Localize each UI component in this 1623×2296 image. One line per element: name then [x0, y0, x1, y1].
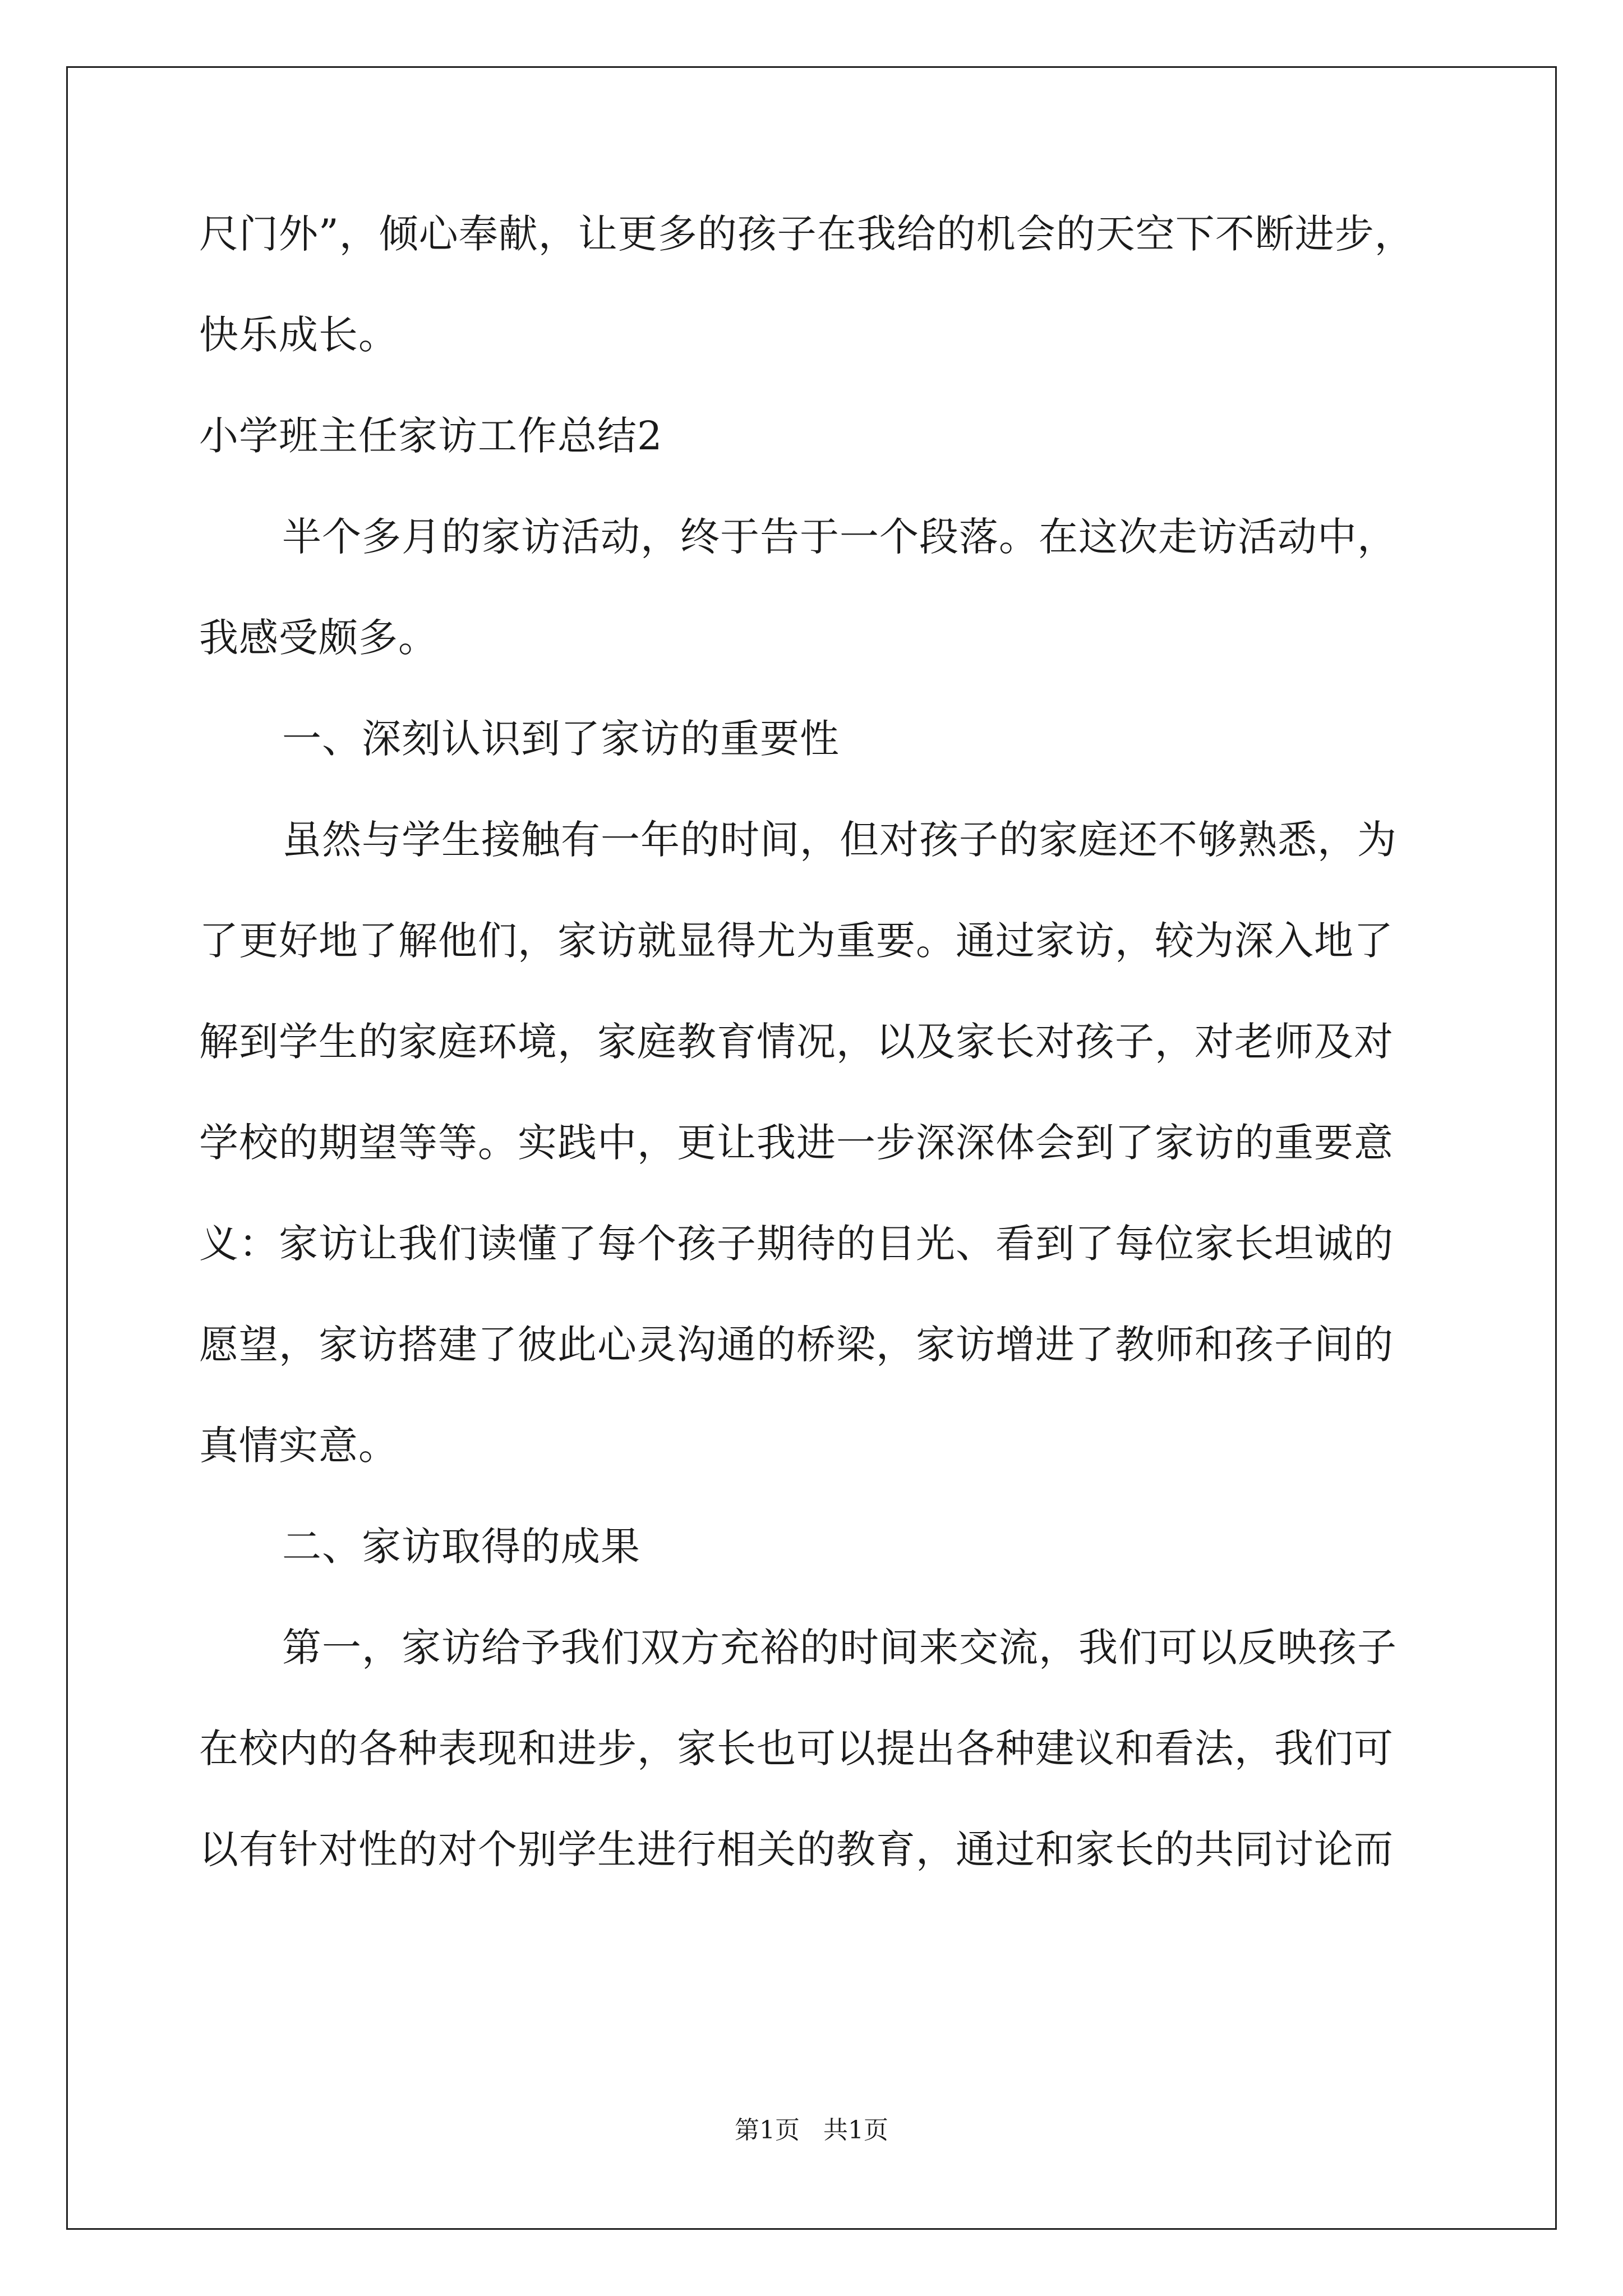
- text-line: 解到学生的家庭环境，家庭教育情况，以及家长对孩子，对老师及对: [199, 1019, 1394, 1065]
- subheading: 一、深刻认识到了家访的重要性: [282, 716, 840, 762]
- text-line: 了更好地了解他们，家访就显得尤为重要。通过家访，较为深入地了: [199, 918, 1394, 964]
- text-line: 半个多月的家访活动，终于告于一个段落。在这次走访活动中，: [282, 514, 1397, 560]
- page-number-footer: 第1页 共1页: [735, 2116, 888, 2145]
- text-line: 我感受颇多。: [199, 615, 438, 661]
- text-line: 真情实意。: [199, 1423, 398, 1469]
- section-title: 小学班主任家访工作总结2: [199, 413, 663, 459]
- text-line: 学校的期望等等。实践中，更让我进一步深深体会到了家访的重要意: [199, 1120, 1394, 1166]
- text-line: 尺门外”，倾心奉献，让更多的孩子在我给的机会的天空下不断进步，: [199, 211, 1414, 257]
- text-line: 义：家访让我们读懂了每个孩子期待的目光、看到了每位家长坦诚的: [199, 1221, 1394, 1267]
- text-line: 快乐成长。: [199, 312, 398, 358]
- subheading: 二、家访取得的成果: [282, 1524, 640, 1570]
- text-line: 以有针对性的对个别学生进行相关的教育，通过和家长的共同讨论而: [199, 1826, 1394, 1872]
- text-line: 愿望，家访搭建了彼此心灵沟通的桥梁，家访增进了教师和孩子间的: [199, 1322, 1394, 1368]
- text-line: 第一，家访给予我们双方充裕的时间来交流，我们可以反映孩子: [282, 1625, 1397, 1671]
- text-line: 在校内的各种表现和进步，家长也可以提出各种建议和看法，我们可: [199, 1726, 1394, 1772]
- text-line: 虽然与学生接触有一年的时间，但对孩子的家庭还不够熟悉，为: [282, 817, 1397, 863]
